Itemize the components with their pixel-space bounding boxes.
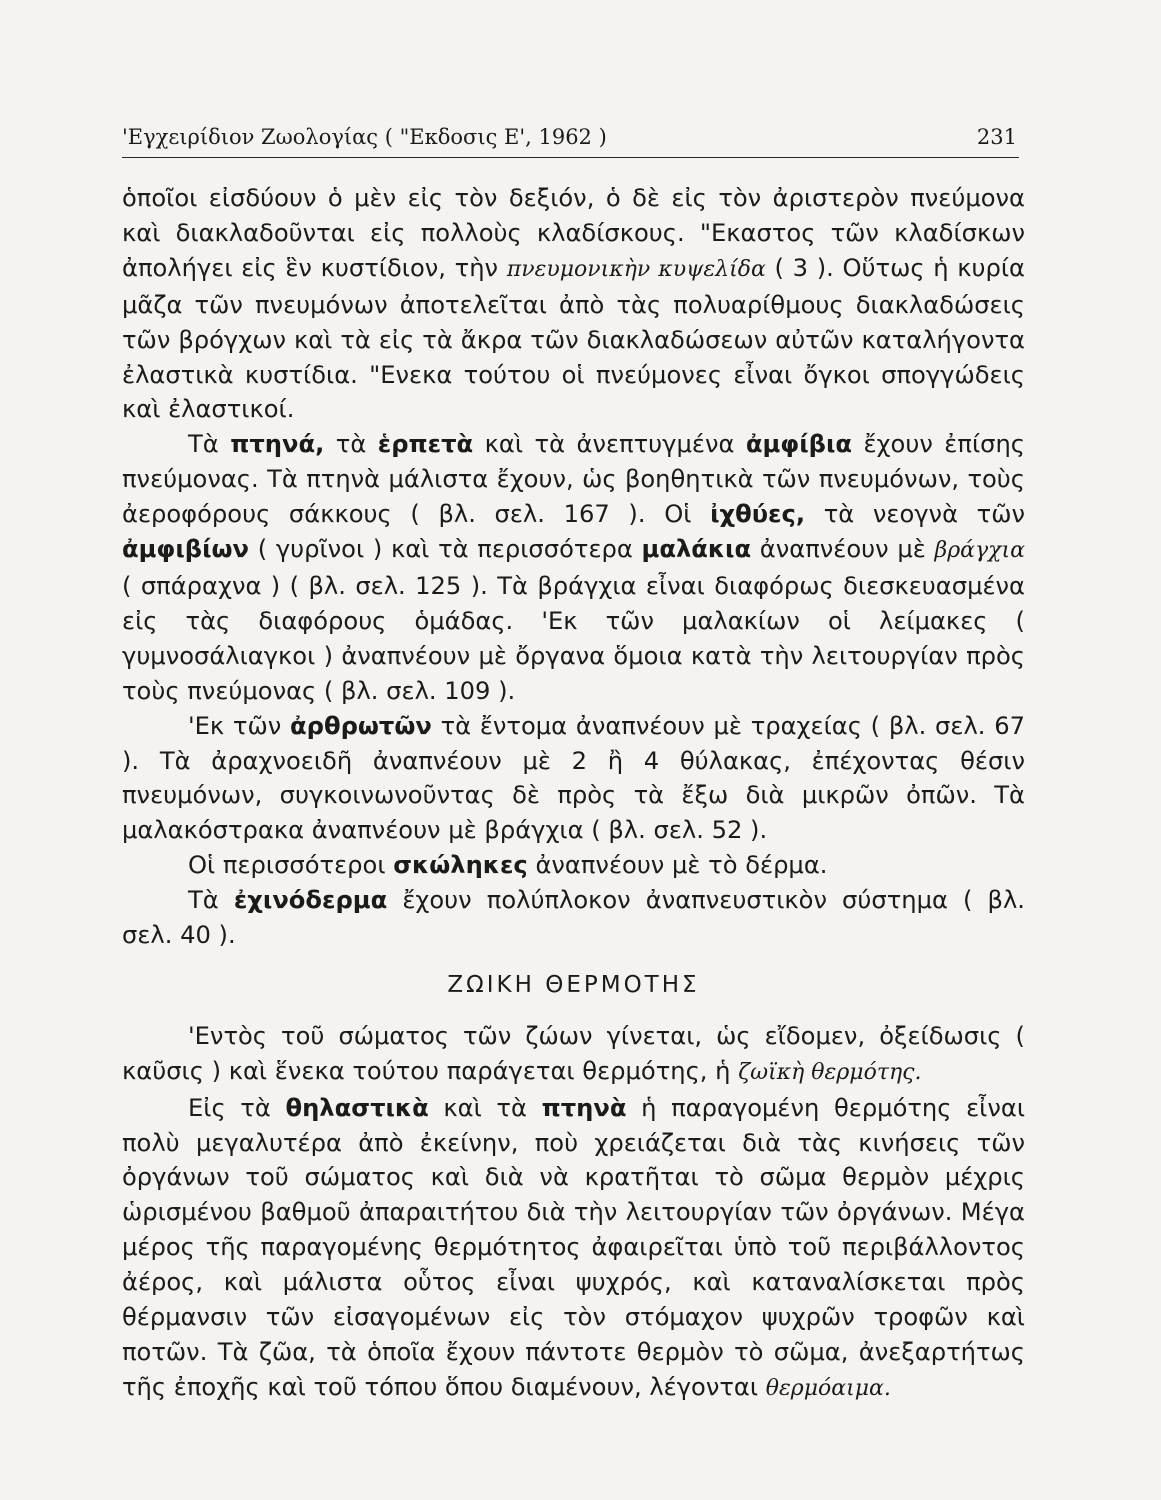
- paragraph-warm-blooded: [122, 1091, 1025, 1407]
- bold-term: μαλάκια: [641, 535, 752, 564]
- text-run: τὰ νεογνὰ τῶν: [805, 500, 1025, 529]
- bold-term: θηλαστικὰ: [285, 1093, 429, 1122]
- text-run: ( σπάραχνα ) ( βλ. σελ. 125 ). Τὰ βράγχια εἶναι διαφόρως διεσκευασμένα εἰς τὰς διαφόρους ὁμάδας. 'Εκ τῶν μαλακίων οἱ λείμακες ( γυμνοσάλιαγκοι ) ἀναπνέουν μὲ ὄργανα ὅμοια κατὰ τὴν λειτουργίαν πρὸς τοὺς πνεύμονας ( βλ. σελ. 109 ).: [122, 571, 1025, 705]
- text-run: ( γυρῖνοι ) καὶ τὰ περισσότερα: [249, 535, 642, 564]
- paragraph-worms: [122, 848, 1025, 883]
- italic-term: ζωϊκὴ θερμότης.: [738, 1059, 922, 1085]
- page-number: 231: [976, 125, 1017, 149]
- text-run: Τὰ: [188, 886, 234, 915]
- italic-term: θερμόαιμα.: [765, 1375, 891, 1401]
- italic-term: βράγχια: [934, 538, 1025, 564]
- running-header: [122, 117, 1019, 158]
- bold-term: ἀρθρωτῶν: [290, 711, 432, 740]
- bold-term: σκώληκες: [393, 851, 528, 880]
- paragraph-body-heat: [122, 1019, 1025, 1091]
- italic-term: πνευμονικὴν κυψελίδα: [506, 256, 766, 282]
- text-run: ἀναπνέουν μὲ: [751, 535, 935, 564]
- text-run: τὰ ἔντομα ἀναπνέουν μὲ τραχείας ( βλ. σελ. 67 ). Τὰ ἀραχνοειδῆ ἀναπνέουν μὲ 2 ἢ 4 θύλακας, ἐπέχοντας θέσιν πνευμόνων, συγκοινωνοῦντας δὲ πρὸς τὰ ἔξω διὰ μικρῶν ὀπῶν. Τὰ μαλακόστρακα ἀναπνέουν μὲ βράγχια ( βλ. σελ. 52 ).: [122, 711, 1025, 845]
- body-text: [122, 181, 1025, 1407]
- text-run: τὰ: [324, 430, 378, 459]
- bold-term: πτηνά,: [230, 430, 325, 459]
- text-run: Τὰ: [188, 430, 231, 459]
- bold-term: πτηνὰ: [541, 1093, 627, 1122]
- text-run: ὁποῖοι εἰσδύουν ὁ μὲν εἰς τὸν δεξιόν, ὁ δὲ εἰς τὸν ἀριστερὸν πνεύμονα καὶ διακλαδοῦνται εἰς πολλοὺς κλαδίσκους. "Εκαστος τῶν κλαδίσκων ἀπολήγει εἰς ἓν κυστίδιον, τὴν: [122, 184, 1025, 282]
- text-run: Οἱ περισσότεροι: [188, 851, 394, 880]
- section-heading: ΖΩΙΚΗ ΘΕΡΜΟΤΗΣ: [447, 971, 700, 998]
- book-title: 'Εγχειρίδιον Ζωολογίας ( "Εκδοσις Ε', 1962 ): [122, 125, 607, 149]
- bold-term: ἀμφιβίων: [122, 535, 249, 564]
- paragraph-lungs-structure: [122, 181, 1025, 427]
- text-run: 'Εντὸς τοῦ σώματος τῶν ζώων γίνεται, ὡς εἴδομεν, ὀξείδωσις ( καῦσις ) καὶ ἕνεκα τούτου παράγεται θερμότης, ἡ: [122, 1021, 1025, 1085]
- text-run: ἀναπνέουν μὲ τὸ δέρμα.: [527, 851, 828, 880]
- text-run: ἔχουν ἐπίσης πνεύμονας. Τὰ πτηνὰ μάλιστα ἔχουν, ὡς βοηθητικὰ τῶν πνευμόνων, τοὺς ἀεροφόρους σάκκους ( βλ. σελ. 167 ). Οἱ: [122, 430, 1025, 529]
- bold-term: ἐχινόδερμα: [233, 886, 388, 915]
- paragraph-other-animals: [122, 427, 1025, 708]
- text-run: Εἰς τὰ: [188, 1093, 286, 1122]
- text-run: ἔχουν πολύπλοκον ἀναπνευστικὸν σύστημα ( βλ. σελ. 40 ).: [122, 886, 1025, 950]
- paragraph-arthropods: [122, 709, 1025, 849]
- text-run: 'Εκ τῶν: [188, 711, 291, 740]
- text-run: καὶ τὰ: [428, 1093, 542, 1122]
- text-run: καὶ τὰ ἀνεπτυγμένα: [473, 430, 746, 459]
- paragraph-echinoderms: [122, 883, 1025, 953]
- bold-term: ἀμφίβια: [745, 430, 852, 459]
- bold-term: ἰχθύες,: [710, 500, 806, 529]
- text-run: ἡ παραγομένη θερμότης εἶναι πολὺ μεγαλυτέρα ἀπὸ ἐκείνην, ποὺ χρειάζεται διὰ τὰς κινήσεις τῶν ὀργάνων τοῦ σώματος καὶ διὰ νὰ κρατῆται τὸ σῶμα θερμὸν μέχρις ὡρισμένου βαθμοῦ ἀπαραιτήτου διὰ τὴν λειτουργίαν τῶν ὀργάνων. Μέγα μέρος τῆς παραγομένης θερμότητος ἀφαιρεῖται ὑπὸ τοῦ περιβάλλοντος ἀέρος, καὶ μάλιστα οὗτος εἶναι ψυχρός, καὶ καταναλίσκεται πρὸς θέρμανσιν τῶν εἰσαγομένων εἰς τὸν στόμαχον ψυχρῶν τροφῶν καὶ ποτῶν. Τὰ ζῶα, τὰ ὁποῖα ἔχουν πάντοτε θερμὸν τὸ σῶμα, ἀνεξαρτήτως τῆς ἐποχῆς καὶ τοῦ τόπου ὅπου διαμένουν, λέγονται: [122, 1093, 1026, 1401]
- bold-term: ἑρπετὰ: [377, 430, 474, 459]
- text-run: ( 3 ). Οὕτως ἡ κυρία μᾶζα τῶν πνευμόνων ἀποτελεῖται ἀπὸ τὰς πολυαρίθμους διακλαδώσεις τῶν βρόγχων καὶ τὰ εἰς τὰ ἄκρα τῶν διακλαδώσεων αὐτῶν καταλήγοντα ἐλαστικὰ κυστίδια. "Ενεκα τούτου οἱ πνεύμονες εἶναι ὄγκοι σπογγώδεις καὶ ἐλαστικοί.: [122, 253, 1025, 424]
